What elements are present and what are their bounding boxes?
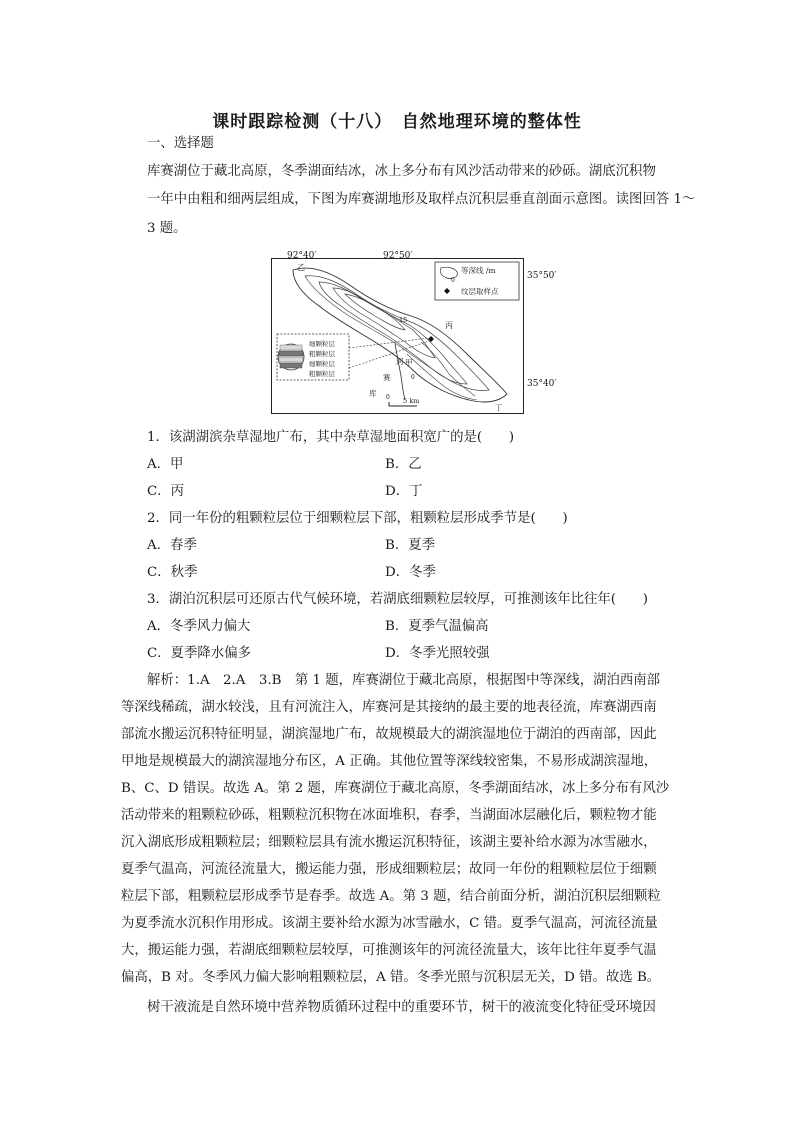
question-3-option-b[interactable]: B．夏季气温偏高 xyxy=(385,619,489,634)
layer-label-2: 粗颗粒层 xyxy=(309,350,335,358)
place-bing: 丙 xyxy=(445,321,453,330)
question-1-option-c[interactable]: C．丙 xyxy=(147,484,185,499)
lon-left-text: 92°40′ xyxy=(287,251,317,261)
layer-label-1: 细颗粒层 xyxy=(309,340,335,348)
lake-map-figure xyxy=(271,258,524,414)
question-1-stem: 1．该湖湖滨杂草湿地广布，其中杂草湿地面积宽广的是( ) xyxy=(147,430,515,445)
lake-map xyxy=(271,258,524,414)
intro-line-3: 3 题。 xyxy=(147,221,187,236)
legend-sample-label: 纹层取样点 xyxy=(461,287,499,296)
intro-line-1: 库赛湖位于藏北高原，冬季湖面结冰，冰上多分布有风沙活动带来的砂砾。湖底沉积物 xyxy=(147,164,656,179)
legend-isobath-value: 0 xyxy=(451,277,455,284)
analysis-line-3: 部流水搬运沉积特征明显，湖滨湿地广布，故规模最大的湖滨湿地位于湖泊的西南部，因此 xyxy=(121,727,657,742)
analysis-line-4: 甲地是规模最大的湖滨湿地分布区，A 正确。其他位置等深线较密集，不易形成湖滨湿地， xyxy=(121,754,658,769)
analysis-line-11: 大，搬运能力强，若湖底细颗粒层较厚，可推测该年的河流径流量大，该年比往年夏季气温 xyxy=(121,943,657,958)
layer-fine-1 xyxy=(280,345,302,350)
lat-top-text: 35°50′ xyxy=(527,271,557,281)
layer-label-4: 粗颗粒层 xyxy=(309,370,335,378)
analysis-line-10: 为夏季流水沉积作用形成。该湖主要补给水源为冰雪融水，C 错。夏季气温高，河流径流量 xyxy=(121,916,658,931)
river-label-sai: 赛 xyxy=(383,373,391,382)
analysis-line-2: 等深线稀疏，湖水较浅，且有河流注入，库赛河是其接纳的最主要的地表径流，库赛湖西南 xyxy=(121,700,657,715)
question-2-stem: 2．同一年份的粗颗粒层位于细颗粒层下部，粗颗粒层形成季节是( ) xyxy=(147,511,568,526)
legend-isobath-label: 等深线 /m xyxy=(461,266,496,275)
place-jia: 甲 xyxy=(405,358,413,367)
question-3-option-d[interactable]: D．冬季光照较强 xyxy=(385,646,490,661)
zero-label: 0 xyxy=(411,374,415,381)
question-2-option-b[interactable]: B．夏季 xyxy=(385,538,436,553)
layer-fine-2 xyxy=(279,357,303,362)
analysis-line-1: 解析：1.A 2.A 3.B 第 1 题，库赛湖位于藏北高原，根据图中等深线，湖泊西南部 xyxy=(147,673,661,688)
question-1-option-b[interactable]: B．乙 xyxy=(385,457,422,472)
layer-coarse-2 xyxy=(280,363,302,368)
layer-label-3: 细颗粒层 xyxy=(309,360,335,368)
analysis-line-6: 活动带来的粗颗粒砂砾，粗颗粒沉积物在冰面堆积，春季，当湖面冰层融化后，颗粒物才能 xyxy=(121,808,657,823)
river-label-ku: 库 xyxy=(369,389,377,398)
analysis-line-12: 偏高，B 对。冬季风力偏大影响粗颗粒层，A 错。冬季光照与沉积层无关，D 错。故选 B。 xyxy=(121,970,661,985)
question-2-option-c[interactable]: C．秋季 xyxy=(147,565,198,580)
lon-right-text: 92°50′ xyxy=(383,251,413,261)
question-2-option-a[interactable]: A．春季 xyxy=(147,538,197,553)
question-2-option-d[interactable]: D．冬季 xyxy=(385,565,436,580)
scale-label: 5 km xyxy=(403,397,420,405)
question-1-option-d[interactable]: D．丁 xyxy=(385,484,423,499)
river-label-he: 河 xyxy=(396,357,404,366)
analysis-line-9: 粒层下部，粗颗粒层形成季节是春季。故选 A。第 3 题，结合前面分析，湖泊沉积层细颗粒 xyxy=(121,889,661,904)
analysis-line-7: 沉入湖底形成粗颗粒层；细颗粒层具有流水搬运沉积特征，该湖主要补给水源为冰雪融水， xyxy=(121,835,657,850)
contour-label: 15 xyxy=(399,316,408,324)
next-passage-line: 树干液流是自然环境中营养物质循环过程中的重要环节，树干的液流变化特征受环境因 xyxy=(147,1000,656,1015)
layer-coarse-1 xyxy=(279,351,303,356)
place-ding: 丁 xyxy=(495,403,503,412)
scale-zero: 0 xyxy=(386,394,390,401)
page-title: 课时跟踪检测（十八） 自然地理环境的整体性 xyxy=(212,112,582,132)
intro-line-2: 一年中由粗和细两层组成，下图为库赛湖地形及取样点沉积层垂直剖面示意图。读图回答 1～ xyxy=(147,192,696,207)
question-1-option-a[interactable]: A．甲 xyxy=(147,457,184,472)
place-yi: 乙 xyxy=(297,263,305,272)
question-3-option-a[interactable]: A．冬季风力偏大 xyxy=(147,619,251,634)
question-3-option-c[interactable]: C．夏季降水偏多 xyxy=(147,646,251,661)
section-heading: 一、选择题 xyxy=(147,136,214,151)
analysis-line-5: B、C、D 错误。故选 A。第 2 题，库赛湖位于藏北高原，冬季湖面结冰，冰上多分布有风沙 xyxy=(121,781,670,796)
lat-bottom-text: 35°40′ xyxy=(527,379,557,389)
question-3-stem: 3．湖泊沉积层可还原古代气候环境，若湖底细颗粒层较厚，可推测该年比往年( ) xyxy=(147,592,649,607)
analysis-line-8: 夏季气温高，河流径流量大，搬运能力强，形成细颗粒层；故同一年份的粗颗粒层位于细颗 xyxy=(121,862,657,877)
